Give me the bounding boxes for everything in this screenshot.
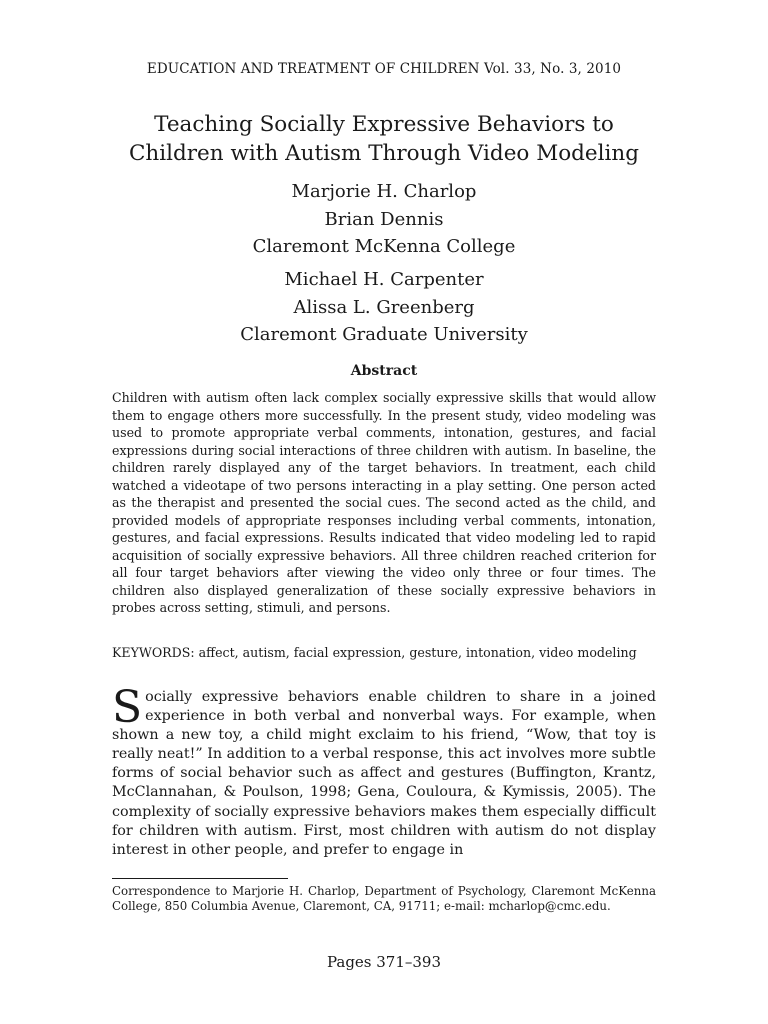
title-line-2: Children with Autism Through Video Modeling — [128, 141, 640, 166]
journal-header: EDUCATION AND TREATMENT OF CHILDREN Vol. 33, No. 3, 2010 — [146, 61, 622, 77]
body-paragraph-text: ocially expressive behaviors enable children to share in a joined experience in both verbal and nonverbal ways. For example, when shown a new toy, a child might exclaim to his friend, “Wow, that toy is really neat!” In addition to a verbal response, this act involves more subtle forms of social behavior such as affect and gestures (Buffington, Krantz, McClannahan, & Poulson, 1998; Gena, Couloura, & Kymissis, 2005). The complexity of socially expressive behaviors makes them especially difficult for children with autism. First, most children with autism do not display interest in other people, and prefer to engage in — [112, 689, 656, 858]
author-name: Alissa L. Greenberg — [293, 296, 475, 318]
page-range: Pages 371–393 — [326, 953, 442, 971]
body-paragraph — [112, 682, 656, 860]
footnote: Correspondence to Marjorie H. Charlop, Department of Psychology, Claremont McKenna College, 850 Columbia Avenue, Claremont, CA, 91711; e-mail: mcharlop@cmc.edu. — [112, 884, 656, 913]
author-name: Brian Dennis — [324, 208, 444, 230]
keywords: KEYWORDS: affect, autism, facial expression, gesture, intonation, video modeling — [112, 645, 637, 660]
author-affiliation: Claremont McKenna College — [252, 236, 516, 257]
author-group-1 — [0, 178, 768, 261]
title-line-1: Teaching Socially Expressive Behaviors to — [154, 112, 614, 137]
footnote-divider — [112, 878, 288, 879]
article-title — [60, 110, 708, 168]
author-name: Marjorie H. Charlop — [291, 181, 477, 202]
abstract-text: Children with autism often lack complex socially expressive skills that would allow them to engage others more successfully. In the present study, video modeling was used to promote appropriate verbal comments, intonation, gestures, and facial expressions during social interactions of three children with autism. In baseline, the children rarely displayed any of the target behaviors. In treatment, each child watched a videotape of two persons interacting in a play setting. One person acted as the therapist and presented the social cues. The second acted as the child, and provided models of appropriate responses including verbal comments, intonation, gestures, and facial expressions. Results indicated that video modeling led to rapid acquisition of socially expressive behaviors. All three children reached criterion for all four target behaviors after viewing the video only three or four times. The children also displayed generalization of these socially expressive behaviors in probes across setting, stimuli, and persons. — [112, 390, 656, 615]
drop-cap: S — [112, 682, 143, 733]
abstract-heading: Abstract — [350, 363, 418, 379]
author-name: Michael H. Carpenter — [284, 269, 484, 290]
author-affiliation: Claremont Graduate University — [240, 324, 528, 345]
author-group-2 — [0, 266, 768, 349]
